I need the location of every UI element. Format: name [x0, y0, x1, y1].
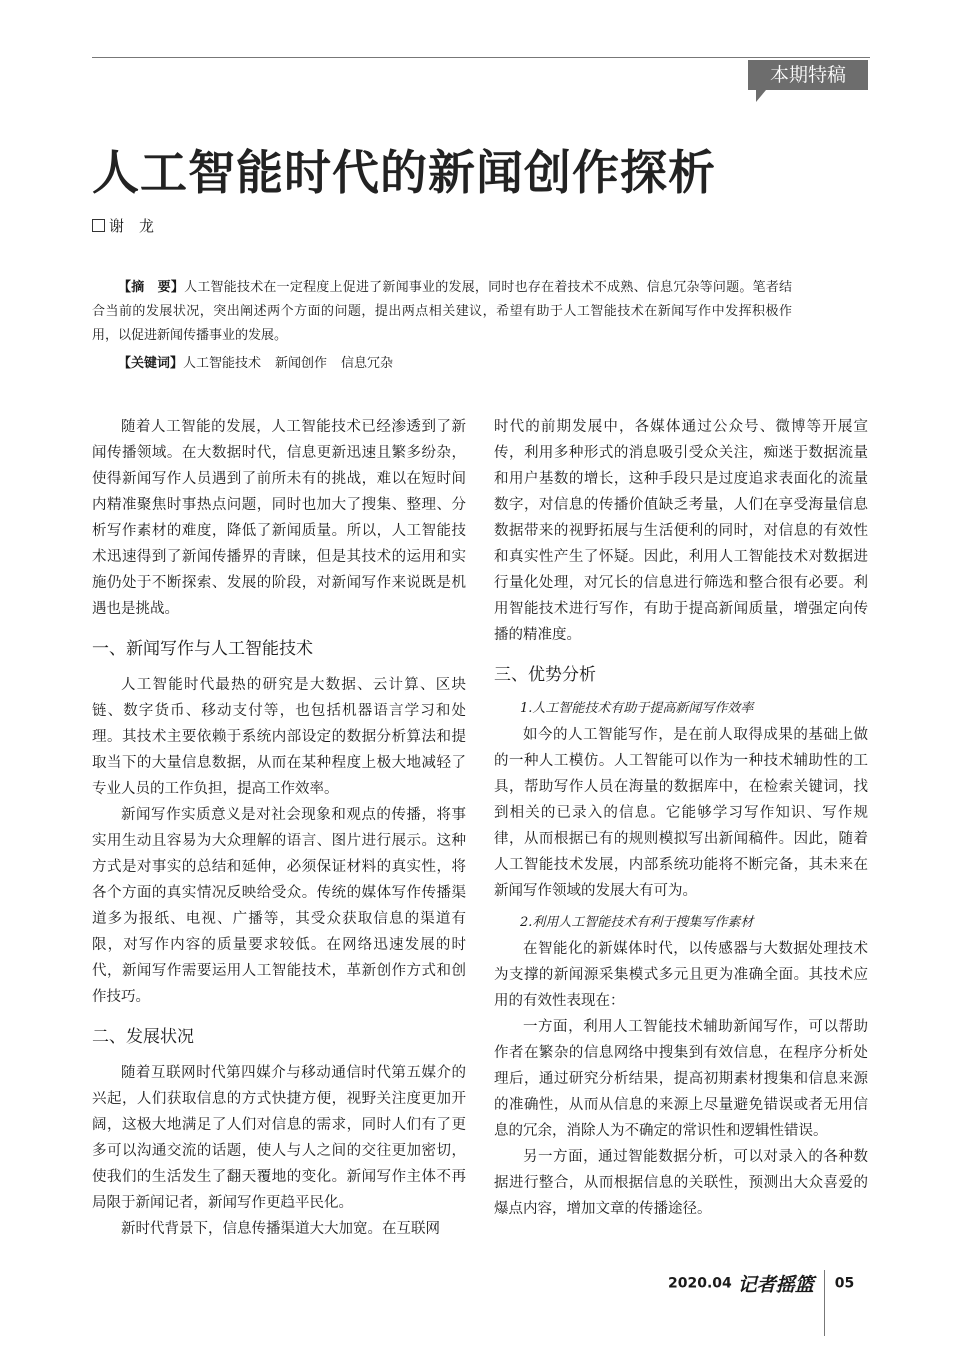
issue-number: 2020.04	[668, 1275, 732, 1292]
keywords-label: 【关键词】	[118, 356, 184, 371]
paragraph: 如今的人工智能写作，是在前人取得成果的基础上做的一种人工模仿。人工智能可以作为一种技术辅助性的工具，帮助写作人员在海量的数据库中，在检索关键词，找到相关的已录入的信息。它能够学习写作知识、写作规律，从而根据已有的规则模拟写出新闻稿件。因此，随着人工智能技术发展，内部系统功能将不断完备，其未来在新闻写作领域的发展大有可为。	[494, 727, 868, 899]
keyword: 人工智能技术	[183, 356, 262, 371]
paragraph: 在智能化的新媒体时代，以传感器与大数据处理技术为支撑的新闻源采集模式多元且更为准确全面。其技术应用的有效性表现在：	[494, 941, 868, 1009]
page-number: 05	[834, 1275, 855, 1292]
right-column	[494, 414, 868, 1222]
paragraph: 另一方面，通过智能数据分析，可以对录入的各种数据进行整合，从而根据信息的关联性，预测出大众喜爱的爆点内容，增加文章的传播途径。	[494, 1149, 868, 1217]
abstract-label: 【摘 要】	[118, 280, 185, 295]
section-heading: 一、新闻写作与人工智能技术	[92, 639, 313, 659]
top-rule	[92, 57, 870, 58]
paragraph: 随着互联网时代第四媒介与移动通信时代第五媒介的兴起，人们获取信息的方式快捷方便，视野关注度更加开阔，这极大地满足了人们对信息的需求，同时人们有了更多可以沟通交流的话题，使人与人之间的交往更加密切，使我们的生活发生了翻天覆地的变化。新闻写作主体不再局限于新闻记者，新闻写作更趋平民化。	[92, 1065, 466, 1211]
keywords	[92, 352, 792, 376]
paragraph: 人工智能时代最热的研究是大数据、云计算、区块链、数字货币、移动支付等，也包括机器语言学习和处理。其技术主要依赖于系统内部设定的数据分析算法和提取当下的大量信息数据，从而在某种程度上极大地减轻了专业人员的工作负担，提高工作效率。	[92, 677, 466, 797]
footer-divider	[824, 1270, 825, 1336]
section-tag: 本期特稿	[748, 60, 868, 90]
author-name: 谢 龙	[109, 217, 155, 235]
abstract-text: 人工智能技术在一定程度上促进了新闻事业的发展，同时也存在着技术不成熟、信息冗杂等问题。笔者结合当前的发展状况，突出阐述两个方面的问题，提出两点相关建议，希望有助于人工智能技术在新闻写作中发挥积极作用，以促进新闻传播事业的发展。	[92, 280, 792, 343]
section-heading: 二、发展状况	[92, 1027, 194, 1047]
left-column	[92, 414, 466, 1242]
author-line	[92, 215, 154, 236]
magazine-name: 记者摇篮	[737, 1274, 814, 1296]
page-footer	[668, 1270, 854, 1296]
square-icon	[92, 219, 105, 232]
subsection-heading: 2.利用人工智能技术有利于搜集写作素材	[520, 915, 754, 930]
section-heading: 三、优势分析	[494, 665, 596, 685]
article-title: 人工智能时代的新闻创作探析	[92, 146, 716, 201]
keyword: 新闻创作	[275, 356, 328, 371]
paragraph: 新时代背景下，信息传播渠道大大加宽。在互联网	[121, 1221, 440, 1237]
subsection-heading: 1.人工智能技术有助于提高新闻写作效率	[520, 701, 754, 716]
keyword: 信息冗杂	[341, 356, 394, 371]
paragraph: 一方面，利用人工智能技术辅助新闻写作，可以帮助作者在繁杂的信息网络中搜集到有效信息，在程序分析处理后，通过研究分析结果，提高初期素材搜集和信息来源的准确性，从而从信息的来源上尽量避免错误或者无用信息的冗余，消除人为不确定的常识性和逻辑性错误。	[494, 1019, 868, 1139]
paragraph: 随着人工智能的发展，人工智能技术已经渗透到了新闻传播领域。在大数据时代，信息更新迅速且繁多纷杂，使得新闻写作人员遇到了前所未有的挑战，难以在短时间内精准聚焦时事热点问题，同时也加大了搜集、整理、分析写作素材的难度，降低了新闻质量。所以，人工智能技术迅速得到了新闻传播界的青睐，但是其技术的运用和实施仍处于不断探索、发展的阶段，对新闻写作来说既是机遇也是挑战。	[92, 419, 466, 617]
abstract	[92, 276, 792, 348]
paragraph: 时代的前期发展中，各媒体通过公众号、微博等开展宣传，利用多种形式的消息吸引受众关注，痴迷于数据流量和用户基数的增长，这种手段只是过度追求表面化的流量数字，对信息的传播价值缺乏考量，人们在享受海量信息数据带来的视野拓展与生活便利的同时，对信息的有效性和真实性产生了怀疑。因此，利用人工智能技术对数据进行量化处理，对冗长的信息进行筛选和整合很有必要。利用智能技术进行写作，有助于提高新闻质量，增强定向传播的精准度。	[494, 419, 868, 643]
paragraph: 新闻写作实质意义是对社会现象和观点的传播，将事实用生动且容易为大众理解的语言、图片进行展示。这种方式是对事实的总结和延伸，必须保证材料的真实性，将各个方面的真实情况反映给受众。传统的媒体写作传播渠道多为报纸、电视、广播等，其受众获取信息的渠道有限，对写作内容的质量要求较低。在网络迅速发展的时代，新闻写作需要运用人工智能技术，革新创作方式和创作技巧。	[92, 807, 466, 1005]
